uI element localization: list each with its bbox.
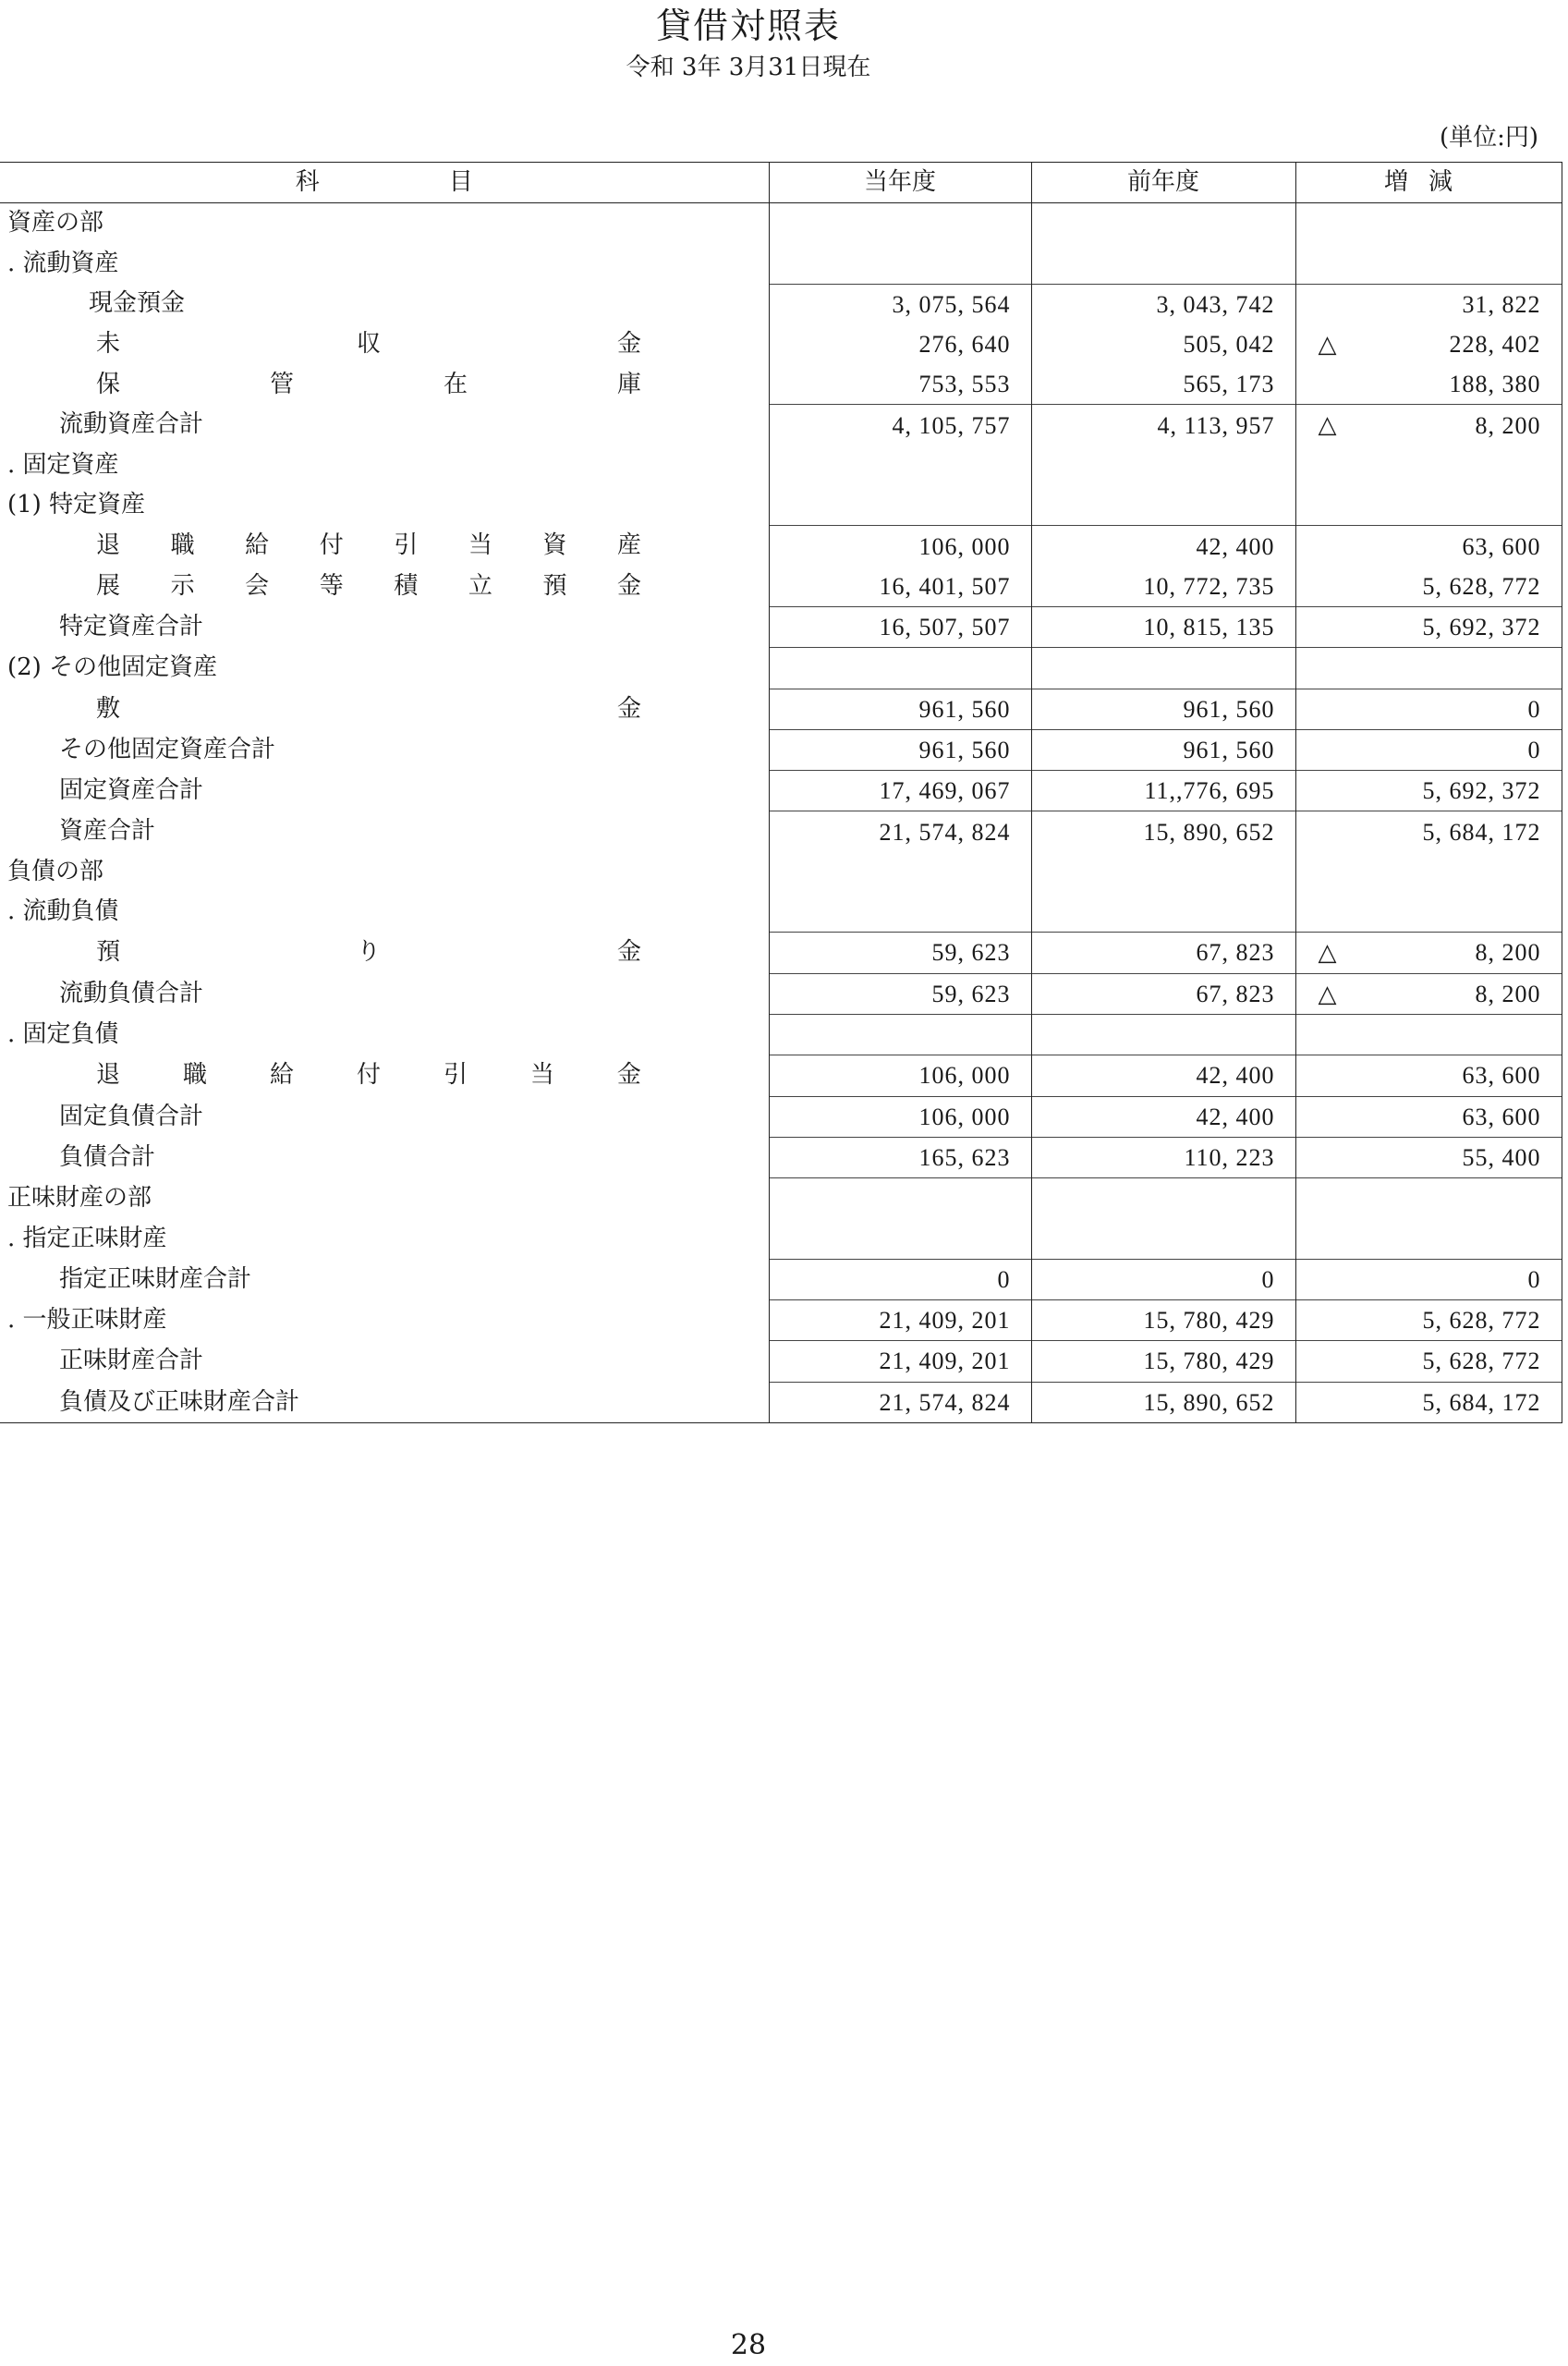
header-previous-year: 前年度 [1031,163,1295,203]
cell-difference [1295,364,1562,405]
row-label: 負債合計 [59,1142,156,1171]
page-number: 28 [730,2329,767,2361]
cell-difference [1295,1300,1562,1341]
table-row [0,1300,1562,1341]
row-label-char: 給 [245,531,270,560]
decrease-triangle-icon: △ [1318,411,1338,439]
table-row [0,526,1562,567]
row-label [0,567,769,607]
row-label [0,689,769,729]
cell-current-year [769,485,1031,526]
difference-value: 8, 200 [1475,980,1541,1007]
row-label: 流動負債合計 [59,979,204,1007]
difference-value: 8, 200 [1475,411,1541,439]
cell-current-year [769,445,1031,485]
cell-previous-year: 3, 043, 742 [1031,284,1295,324]
table-row [0,1137,1562,1177]
cell-previous-year: 961, 560 [1031,729,1295,770]
cell-current-year: 106, 000 [769,526,1031,567]
cell-current-year: 4, 105, 757 [769,405,1031,445]
table-row [0,1218,1562,1259]
difference-value: 5, 684, 172 [1422,1388,1541,1416]
difference-value: 5, 692, 372 [1422,614,1541,641]
cell-previous-year: 67, 823 [1031,933,1295,973]
cell-difference [1295,1218,1562,1259]
table-row [0,771,1562,811]
cell-previous-year [1031,203,1295,244]
difference-value: 31, 822 [1462,290,1541,318]
row-label-char: 付 [356,1061,381,1090]
cell-difference [1295,1341,1562,1382]
table-row [0,606,1562,647]
row-label-char: 積 [394,572,419,601]
table-row [0,852,1562,892]
cell-previous-year [1031,1014,1295,1055]
cell-previous-year: 10, 772, 735 [1031,567,1295,607]
cell-previous-year: 15, 890, 652 [1031,811,1295,852]
cell-previous-year [1031,243,1295,284]
cell-previous-year: 42, 400 [1031,526,1295,567]
cell-difference [1295,648,1562,689]
difference-value: 63, 600 [1462,1103,1541,1130]
table-row [0,1014,1562,1055]
cell-difference [1295,1055,1562,1096]
row-label-char: 引 [394,531,419,560]
cell-difference [1295,973,1562,1014]
cell-current-year: 21, 574, 824 [769,811,1031,852]
header-item: 科目 [0,163,769,203]
row-label-char: 金 [616,938,641,967]
row-label: 負債及び正味財産合計 [0,1382,769,1422]
cell-difference [1295,1259,1562,1299]
difference-value: 5, 628, 772 [1422,1348,1541,1375]
row-label-char: り [356,938,381,967]
cell-current-year: 753, 553 [769,364,1031,405]
row-label [0,933,769,973]
row-label: 指定正味財産合計 [59,1264,252,1293]
row-label-spread [96,1055,641,1095]
decrease-triangle-icon: △ [1318,939,1338,967]
row-label: 現金預金 [89,289,186,318]
row-label: 資産合計 [59,817,156,846]
cell-difference [1295,526,1562,567]
row-label-char: 産 [616,531,641,560]
cell-difference [1295,243,1562,284]
cell-difference [1295,852,1562,892]
cell-current-year: 961, 560 [769,729,1031,770]
row-label-char: 立 [468,572,492,601]
row-label: その他固定資産合計 [59,736,276,763]
row-label-char: 管 [269,370,294,398]
cell-difference [1295,892,1562,933]
cell-difference [1295,324,1562,364]
row-label: . 指定正味財産 [7,1224,167,1252]
row-label [0,364,769,405]
cell-previous-year [1031,852,1295,892]
cell-difference [1295,1137,1562,1177]
row-label: . 一般正味財産 [7,1306,167,1335]
difference-value: 5, 628, 772 [1422,572,1541,600]
cell-difference [1295,811,1562,852]
difference-value: 63, 600 [1462,532,1541,560]
row-label: 流動資産合計 [59,410,204,439]
difference-value: 5, 684, 172 [1422,818,1541,846]
cell-previous-year: 42, 400 [1031,1096,1295,1137]
cell-previous-year: 565, 173 [1031,364,1295,405]
row-label-char: 職 [182,1061,207,1090]
row-label-char: 退 [96,531,121,560]
cell-previous-year [1031,1178,1295,1219]
row-label-char: 収 [356,330,381,359]
row-label-spread [96,933,641,972]
cell-current-year: 17, 469, 067 [769,771,1031,811]
table-row [0,1259,1562,1299]
difference-value: 0 [1527,1265,1541,1293]
row-label-spread [96,365,641,405]
row-label-char: 未 [96,330,121,359]
row-label-char: 在 [443,370,468,398]
table-row [0,1341,1562,1382]
cell-current-year: 276, 640 [769,324,1031,364]
row-label: . 流動負債 [7,897,119,926]
row-label-char: 等 [319,572,344,601]
cell-difference [1295,485,1562,526]
row-label-char: 給 [269,1061,294,1090]
cell-current-year: 106, 000 [769,1096,1031,1137]
header-current-year: 当年度 [769,163,1031,203]
cell-previous-year: 110, 223 [1031,1137,1295,1177]
cell-current-year [769,648,1031,689]
row-label-char: 預 [96,938,121,967]
row-label-char: 会 [245,572,270,601]
row-label: 特定資産合計 [59,613,204,641]
row-label: (1) 特定資産 [7,491,146,519]
row-label: 固定資産合計 [59,776,204,805]
cell-current-year: 59, 623 [769,973,1031,1014]
difference-value: 63, 600 [1462,1062,1541,1090]
row-label: . 固定資産 [7,450,119,479]
row-label-spread [96,567,641,606]
table-row [0,933,1562,973]
cell-difference [1295,1382,1562,1422]
cell-difference [1295,933,1562,973]
difference-value: 188, 380 [1449,371,1541,398]
cell-current-year: 16, 401, 507 [769,567,1031,607]
row-label-spread [96,526,641,566]
row-label-char: 金 [616,694,641,723]
table-row [0,1096,1562,1137]
cell-current-year: 21, 409, 201 [769,1300,1031,1341]
cell-current-year: 21, 409, 201 [769,1341,1031,1382]
row-label [0,1055,769,1096]
row-label: 負債の部 [7,857,104,885]
table-row [0,567,1562,607]
cell-previous-year [1031,892,1295,933]
cell-previous-year [1031,445,1295,485]
cell-current-year: 59, 623 [769,933,1031,973]
difference-value: 55, 400 [1462,1143,1541,1171]
cell-difference [1295,567,1562,607]
cell-current-year [769,243,1031,284]
difference-value: 5, 628, 772 [1422,1307,1541,1335]
row-label-char: 保 [96,370,121,398]
row-label-char: 金 [616,330,641,359]
row-label-char: 敷 [96,694,121,723]
cell-current-year: 16, 507, 507 [769,606,1031,647]
table-row [0,445,1562,485]
row-label-spread [96,689,641,729]
cell-current-year [769,1014,1031,1055]
cell-current-year [769,852,1031,892]
cell-current-year: 3, 075, 564 [769,284,1031,324]
cell-current-year [769,1178,1031,1219]
cell-difference [1295,689,1562,729]
row-label-char: 当 [529,1061,554,1090]
cell-current-year: 21, 574, 824 [769,1382,1031,1422]
document-title: 貸借対照表 [655,6,841,46]
cell-previous-year: 4, 113, 957 [1031,405,1295,445]
cell-current-year: 0 [769,1259,1031,1299]
row-label-char: 引 [443,1061,468,1090]
cell-previous-year [1031,1218,1295,1259]
row-label-char: 金 [616,1061,641,1090]
cell-previous-year: 961, 560 [1031,689,1295,729]
table-row [0,243,1562,284]
difference-value: 5, 692, 372 [1422,777,1541,805]
difference-value: 228, 402 [1449,331,1541,359]
row-label-char: 金 [616,572,641,601]
table-row [0,729,1562,770]
decrease-triangle-icon: △ [1318,980,1338,1007]
table-row [0,1382,1562,1422]
table-row [0,973,1562,1014]
unit-label: (単位:円) [1439,124,1538,152]
cell-previous-year [1031,485,1295,526]
table-row [0,405,1562,445]
row-label-char: 庫 [616,370,641,398]
cell-current-year: 165, 623 [769,1137,1031,1177]
table-row [0,364,1562,405]
difference-value: 8, 200 [1475,939,1541,967]
cell-difference [1295,1096,1562,1137]
difference-value: 0 [1527,695,1541,723]
row-label-char: 示 [170,572,195,601]
cell-difference [1295,203,1562,244]
row-label: 固定負債合計 [59,1102,204,1130]
cell-previous-year: 11,,776, 695 [1031,771,1295,811]
row-label-char: 付 [319,531,344,560]
cell-previous-year: 15, 890, 652 [1031,1382,1295,1422]
row-label [0,526,769,567]
cell-current-year: 106, 000 [769,1055,1031,1096]
row-label-char: 預 [542,572,567,601]
row-label-char: 資 [542,531,567,560]
table-row [0,1178,1562,1219]
cell-difference [1295,1014,1562,1055]
cell-difference [1295,771,1562,811]
row-label: . 流動資産 [7,249,119,277]
cell-difference [1295,606,1562,647]
cell-difference [1295,284,1562,324]
row-label-char: 当 [468,531,492,560]
table-row [0,689,1562,729]
row-label-char: 展 [96,572,121,601]
cell-difference [1295,729,1562,770]
cell-difference [1295,1178,1562,1219]
row-label-spread [96,324,641,364]
decrease-triangle-icon: △ [1318,330,1338,358]
table-row [0,892,1562,933]
header-difference-label: 増減 [1383,168,1473,196]
cell-previous-year: 0 [1031,1259,1295,1299]
table-row [0,324,1562,364]
header-difference [1295,163,1562,203]
row-label-char: 退 [96,1061,121,1090]
table-row [0,485,1562,526]
table-row [0,811,1562,852]
difference-value: 0 [1527,737,1541,763]
cell-previous-year: 505, 042 [1031,324,1295,364]
cell-previous-year: 15, 780, 429 [1031,1341,1295,1382]
table-row [0,1055,1562,1096]
row-label: 資産の部 [7,209,104,238]
table-row [0,648,1562,689]
cell-difference [1295,405,1562,445]
row-label: 正味財産の部 [7,1184,152,1213]
row-label [0,324,769,364]
row-label: . 固定負債 [7,1020,119,1049]
cell-previous-year: 42, 400 [1031,1055,1295,1096]
cell-current-year [769,203,1031,244]
row-label-char: 職 [170,531,195,560]
report-date: 令和 3年 3月31日現在 [626,54,871,81]
cell-previous-year [1031,648,1295,689]
table-row [0,284,1562,324]
balance-sheet-table [0,162,1562,1423]
cell-difference [1295,445,1562,485]
table-header-row [0,163,1562,203]
row-label: (2) その他固定資産 [7,653,218,682]
cell-current-year: 961, 560 [769,689,1031,729]
cell-previous-year: 10, 815, 135 [1031,606,1295,647]
cell-current-year [769,1218,1031,1259]
table-row [0,203,1562,244]
row-label: 正味財産合計 [59,1347,204,1375]
cell-current-year [769,892,1031,933]
cell-previous-year: 15, 780, 429 [1031,1300,1295,1341]
cell-previous-year: 67, 823 [1031,973,1295,1014]
